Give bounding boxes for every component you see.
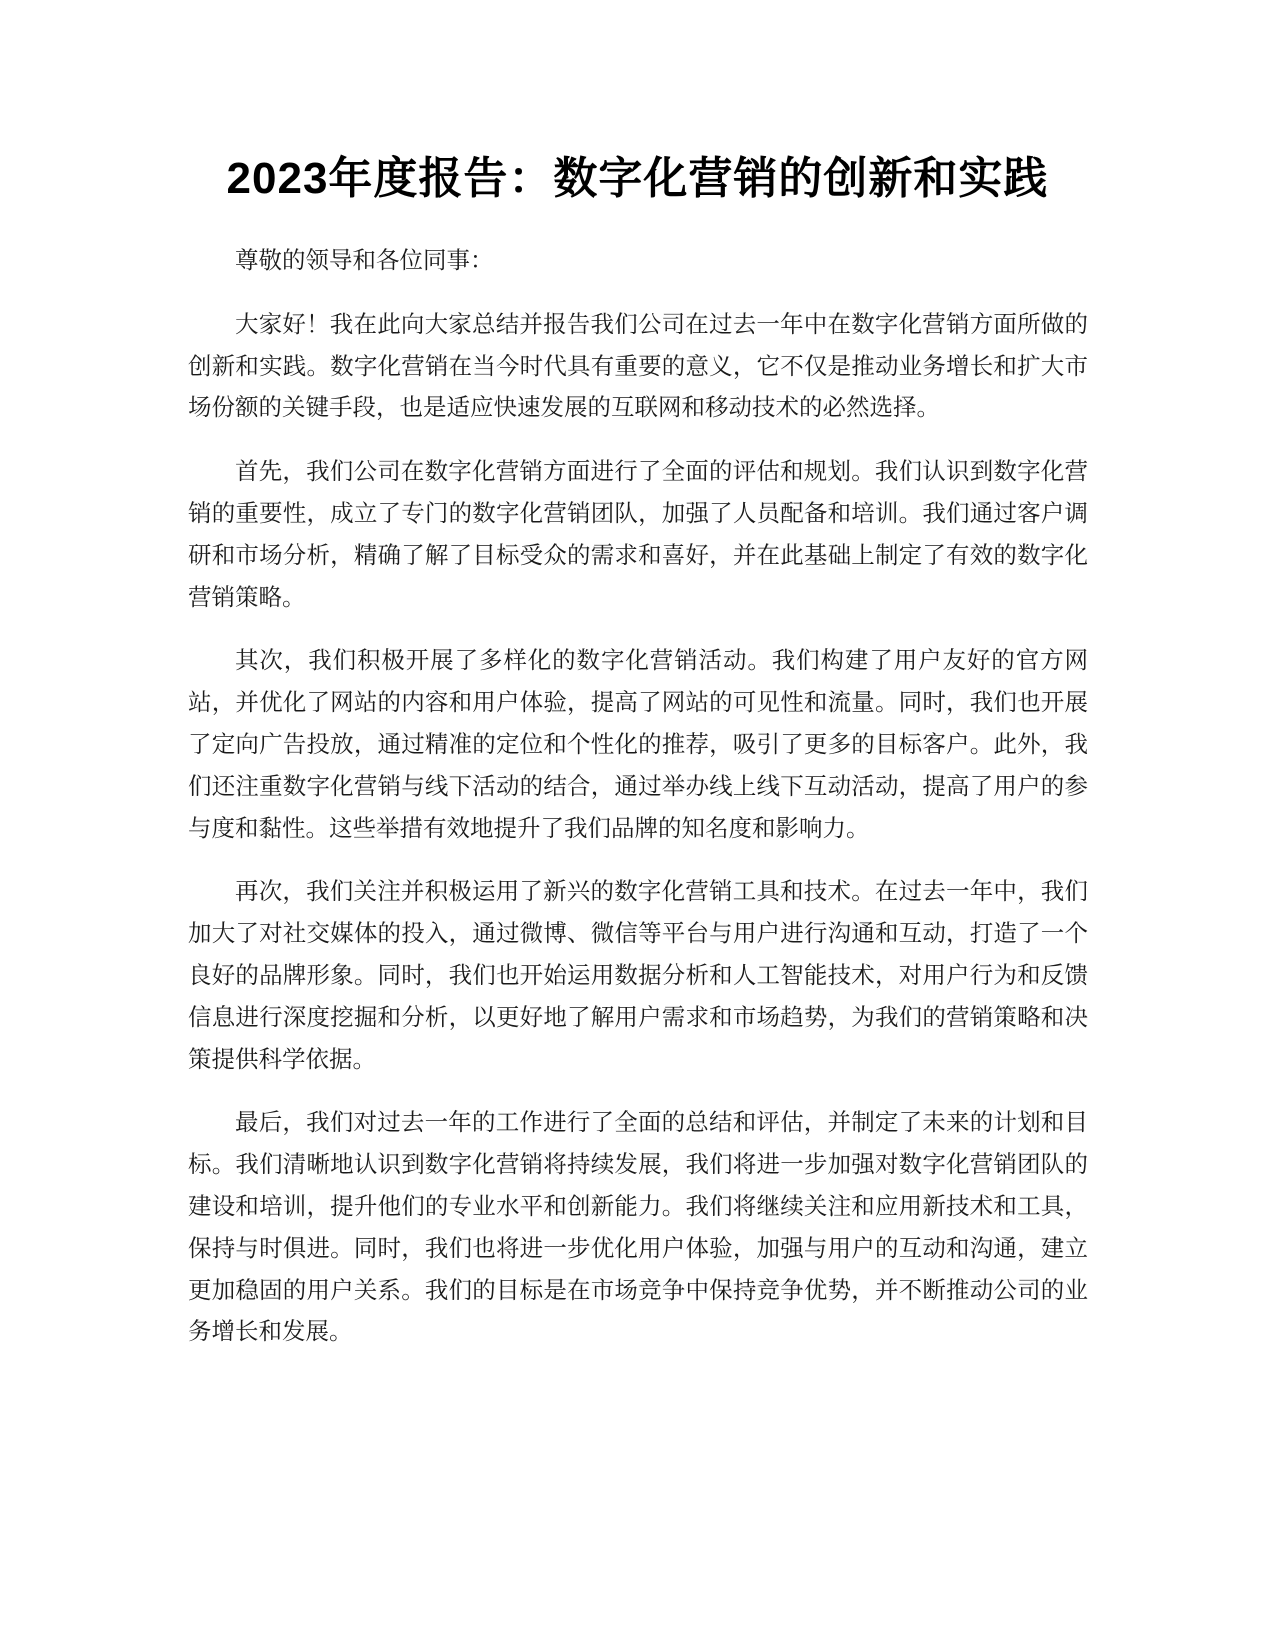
- third-point-paragraph: 再次，我们关注并积极运用了新兴的数字化营销工具和技术。在过去一年中，我们加大了对社交媒体的投入，通过微博、微信等平台与用户进行沟通和互动，打造了一个良好的品牌形象。同时，我们也开始运用数据分析和人工智能技术，对用户行为和反馈信息进行深度挖掘和分析，以更好地了解用户需求和市场趋势，为我们的营销策略和决策提供科学依据。: [188, 877, 1088, 1073]
- salutation-paragraph: 尊敬的领导和各位同事：: [235, 246, 494, 274]
- document-title: 2023年度报告：数字化营销的创新和实践: [226, 154, 1049, 203]
- second-point-paragraph: 其次，我们积极开展了多样化的数字化营销活动。我们构建了用户友好的官方网站，并优化了网站的内容和用户体验，提高了网站的可见性和流量。同时，我们也开展了定向广告投放，通过精准的定位和个性化的推荐，吸引了更多的目标客户。此外，我们还注重数字化营销与线下活动的结合，通过举办线上线下互动活动，提高了用户的参与度和黏性。这些举措有效地提升了我们品牌的知名度和影响力。: [188, 646, 1088, 842]
- final-point-paragraph: 最后，我们对过去一年的工作进行了全面的总结和评估，并制定了未来的计划和目标。我们清晰地认识到数字化营销将持续发展，我们将进一步加强对数字化营销团队的建设和培训，提升他们的专业水平和创新能力。我们将继续关注和应用新技术和工具，保持与时俱进。同时，我们也将进一步优化用户体验，加强与用户的互动和沟通，建立更加稳固的用户关系。我们的目标是在市场竞争中保持竞争优势，并不断推动公司的业务增长和发展。: [188, 1108, 1088, 1346]
- intro-paragraph: 大家好！我在此向大家总结并报告我们公司在过去一年中在数字化营销方面所做的创新和实践。数字化营销在当今时代具有重要的意义，它不仅是推动业务增长和扩大市场份额的关键手段，也是适应快速发展的互联网和移动技术的必然选择。: [188, 309, 1088, 422]
- first-point-paragraph: 首先，我们公司在数字化营销方面进行了全面的评估和规划。我们认识到数字化营销的重要性，成立了专门的数字化营销团队，加强了人员配备和培训。我们通过客户调研和市场分析，精确了解了目标受众的需求和喜好，并在此基础上制定了有效的数字化营销策略。: [188, 457, 1088, 611]
- document-body: [188, 240, 1088, 1375]
